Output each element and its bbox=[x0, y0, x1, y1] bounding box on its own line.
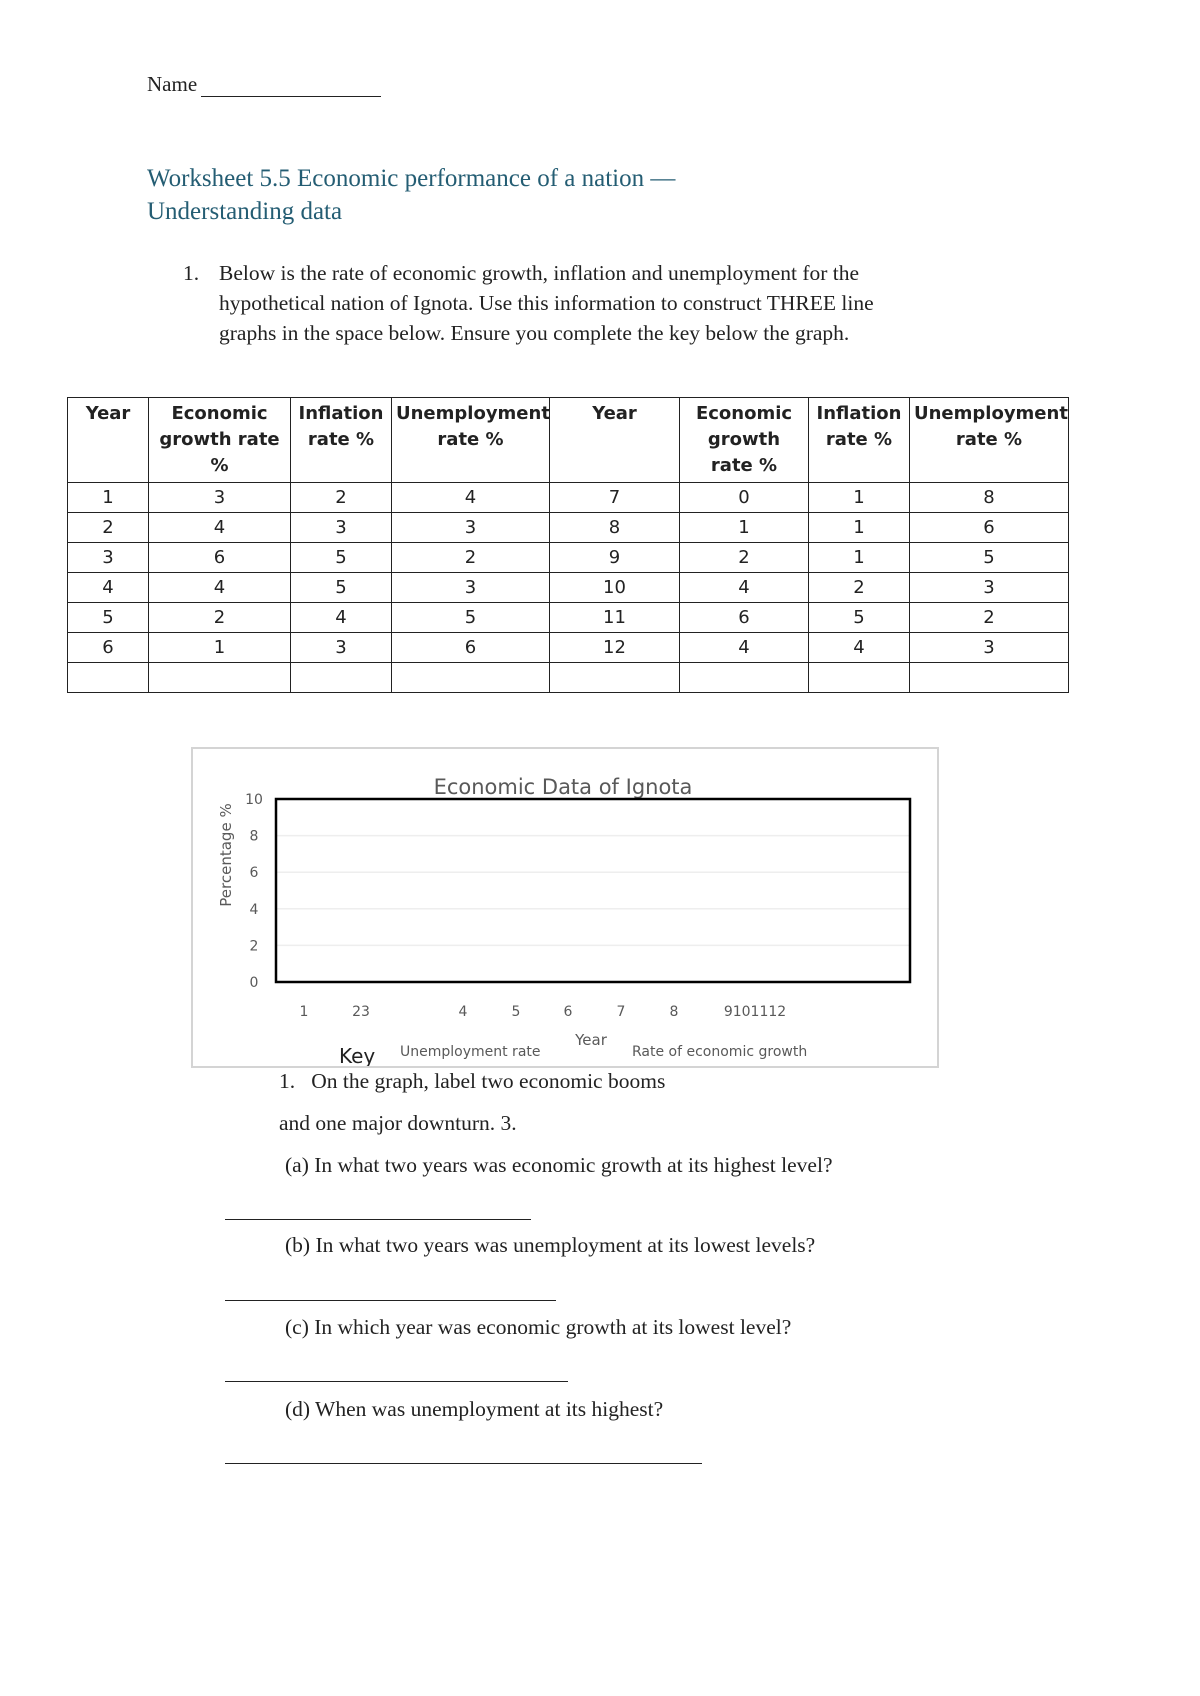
chart-svg bbox=[193, 749, 937, 1066]
chart-x-tick-label: 1 bbox=[299, 1004, 309, 1020]
table-cell: 6 bbox=[68, 633, 149, 663]
question-c: (c) In which year was economic growth at its lowest level? bbox=[285, 1315, 792, 1339]
table-cell: 8 bbox=[910, 483, 1069, 513]
table-cell: 2 bbox=[680, 543, 809, 573]
table-cell: 3 bbox=[392, 573, 550, 603]
chart-x-tick-label: 23 bbox=[352, 1004, 370, 1020]
table-cell: 4 bbox=[68, 573, 149, 603]
table-cell: 6 bbox=[392, 633, 550, 663]
table-cell: 3 bbox=[392, 513, 550, 543]
chart-y-tick-label: 10 bbox=[245, 792, 263, 808]
table-row bbox=[68, 513, 1069, 543]
answer-line-d[interactable] bbox=[225, 1463, 702, 1464]
table-cell: 6 bbox=[680, 603, 809, 633]
table-cell: 2 bbox=[392, 543, 550, 573]
table-header: Year bbox=[68, 398, 149, 483]
table-cell: 5 bbox=[291, 573, 392, 603]
question-1 bbox=[183, 258, 943, 348]
question-1-number: 1. bbox=[183, 261, 200, 285]
chart-y-axis-label: Percentage % bbox=[217, 803, 235, 907]
chart-x-tick-label: 9101112 bbox=[723, 1004, 787, 1020]
table-cell: 11 bbox=[550, 603, 680, 633]
table-cell: 3 bbox=[149, 483, 291, 513]
table-cell: 3 bbox=[68, 543, 149, 573]
table-cell: 4 bbox=[149, 513, 291, 543]
worksheet-title-line1: Worksheet 5.5 Economic performance of a nation — bbox=[147, 165, 676, 192]
table-cell: 2 bbox=[149, 603, 291, 633]
table-header: Economic growth rate % bbox=[149, 398, 291, 483]
question-1-text: Below is the rate of economic growth, inflation and unemployment for the hypothetical nation of Ignota. Use this information to construct THREE line graphs in the space below. Ensure you complete the key below the graph. bbox=[219, 261, 874, 345]
table-cell: 2 bbox=[910, 603, 1069, 633]
table-row bbox=[68, 633, 1069, 663]
table-cell: 0 bbox=[680, 483, 809, 513]
chart-x-tick-label: 7 bbox=[616, 1004, 626, 1020]
table-header: Inflation rate % bbox=[291, 398, 392, 483]
table-cell: 2 bbox=[809, 573, 910, 603]
table-cell bbox=[291, 663, 392, 693]
table-cell bbox=[910, 663, 1069, 693]
task-1-line1: On the graph, label two economic booms bbox=[311, 1069, 666, 1093]
chart-title: Economic Data of Ignota bbox=[433, 775, 693, 799]
chart-y-tick-label: 2 bbox=[249, 938, 259, 955]
name-field[interactable] bbox=[147, 72, 381, 97]
table-header: Year bbox=[550, 398, 680, 483]
table-header: Inflation rate % bbox=[809, 398, 910, 483]
task-1-number: 1. bbox=[279, 1069, 296, 1093]
table-cell: 5 bbox=[809, 603, 910, 633]
task-1 bbox=[279, 1069, 665, 1094]
table-header: Unemployment rate % bbox=[392, 398, 550, 483]
table-cell: 4 bbox=[149, 573, 291, 603]
table-row bbox=[68, 603, 1069, 633]
table-cell: 1 bbox=[809, 513, 910, 543]
table-cell: 5 bbox=[68, 603, 149, 633]
chart-y-tick-label: 8 bbox=[249, 828, 259, 845]
chart-key-item-growth: Rate of economic growth bbox=[632, 1044, 808, 1060]
worksheet-title bbox=[147, 162, 675, 228]
question-d: (d) When was unemployment at its highest? bbox=[285, 1397, 664, 1421]
table-header: Economic growth rate % bbox=[680, 398, 809, 483]
table-cell: 4 bbox=[392, 483, 550, 513]
table-cell: 1 bbox=[149, 633, 291, 663]
name-label: Name bbox=[147, 72, 198, 96]
chart-key-item-unemployment: Unemployment rate bbox=[400, 1044, 541, 1060]
table-row bbox=[68, 483, 1069, 513]
table-cell: 10 bbox=[550, 573, 680, 603]
answer-line-b[interactable] bbox=[225, 1300, 556, 1301]
chart-x-tick-label: 5 bbox=[511, 1004, 521, 1020]
chart-x-tick-label: 4 bbox=[458, 1004, 468, 1020]
table-header: Unemployment rate % bbox=[910, 398, 1069, 483]
table-cell: 4 bbox=[680, 573, 809, 603]
table-cell: 4 bbox=[680, 633, 809, 663]
worksheet-title-line2: Understanding data bbox=[147, 198, 343, 225]
table-cell: 4 bbox=[291, 603, 392, 633]
chart-key-label: Key bbox=[339, 1044, 376, 1066]
table-cell: 8 bbox=[550, 513, 680, 543]
table-cell: 5 bbox=[392, 603, 550, 633]
chart-x-axis-label: Year bbox=[575, 1031, 607, 1049]
table-cell: 5 bbox=[910, 543, 1069, 573]
table-cell: 3 bbox=[291, 633, 392, 663]
table-cell bbox=[550, 663, 680, 693]
table-cell: 12 bbox=[550, 633, 680, 663]
table-cell: 1 bbox=[809, 483, 910, 513]
question-b: (b) In what two years was unemployment at its lowest levels? bbox=[285, 1233, 816, 1257]
answer-line-a[interactable] bbox=[225, 1219, 531, 1220]
table-cell: 2 bbox=[291, 483, 392, 513]
table-cell: 5 bbox=[291, 543, 392, 573]
economic-data-table bbox=[67, 397, 1069, 693]
chart-y-tick-label: 0 bbox=[249, 975, 259, 991]
chart-y-tick-label: 4 bbox=[249, 901, 259, 918]
table-cell: 1 bbox=[809, 543, 910, 573]
table-row bbox=[68, 663, 1069, 693]
table-row bbox=[68, 573, 1069, 603]
chart-y-tick-label: 6 bbox=[249, 865, 259, 882]
table-cell bbox=[680, 663, 809, 693]
table-cell bbox=[149, 663, 291, 693]
table-header-row bbox=[68, 398, 1069, 483]
question-a: (a) In what two years was economic growth at its highest level? bbox=[285, 1153, 833, 1177]
table-cell bbox=[809, 663, 910, 693]
table-cell bbox=[392, 663, 550, 693]
chart-plot-area bbox=[276, 799, 910, 982]
answer-line-c[interactable] bbox=[225, 1381, 568, 1382]
table-cell: 1 bbox=[680, 513, 809, 543]
chart-x-tick-label: 8 bbox=[669, 1004, 679, 1020]
table-cell bbox=[68, 663, 149, 693]
table-cell: 7 bbox=[550, 483, 680, 513]
table-cell: 3 bbox=[910, 633, 1069, 663]
line-chart bbox=[191, 747, 939, 1068]
table-cell: 4 bbox=[809, 633, 910, 663]
name-blank-line[interactable] bbox=[201, 76, 381, 97]
chart-x-tick-label: 6 bbox=[563, 1004, 573, 1020]
table-cell: 6 bbox=[910, 513, 1069, 543]
table-cell: 9 bbox=[550, 543, 680, 573]
table-row bbox=[68, 543, 1069, 573]
table-cell: 2 bbox=[68, 513, 149, 543]
table-cell: 3 bbox=[291, 513, 392, 543]
task-1-line2: and one major downturn. 3. bbox=[279, 1111, 517, 1135]
table-cell: 3 bbox=[910, 573, 1069, 603]
table-cell: 1 bbox=[68, 483, 149, 513]
table-cell: 6 bbox=[149, 543, 291, 573]
